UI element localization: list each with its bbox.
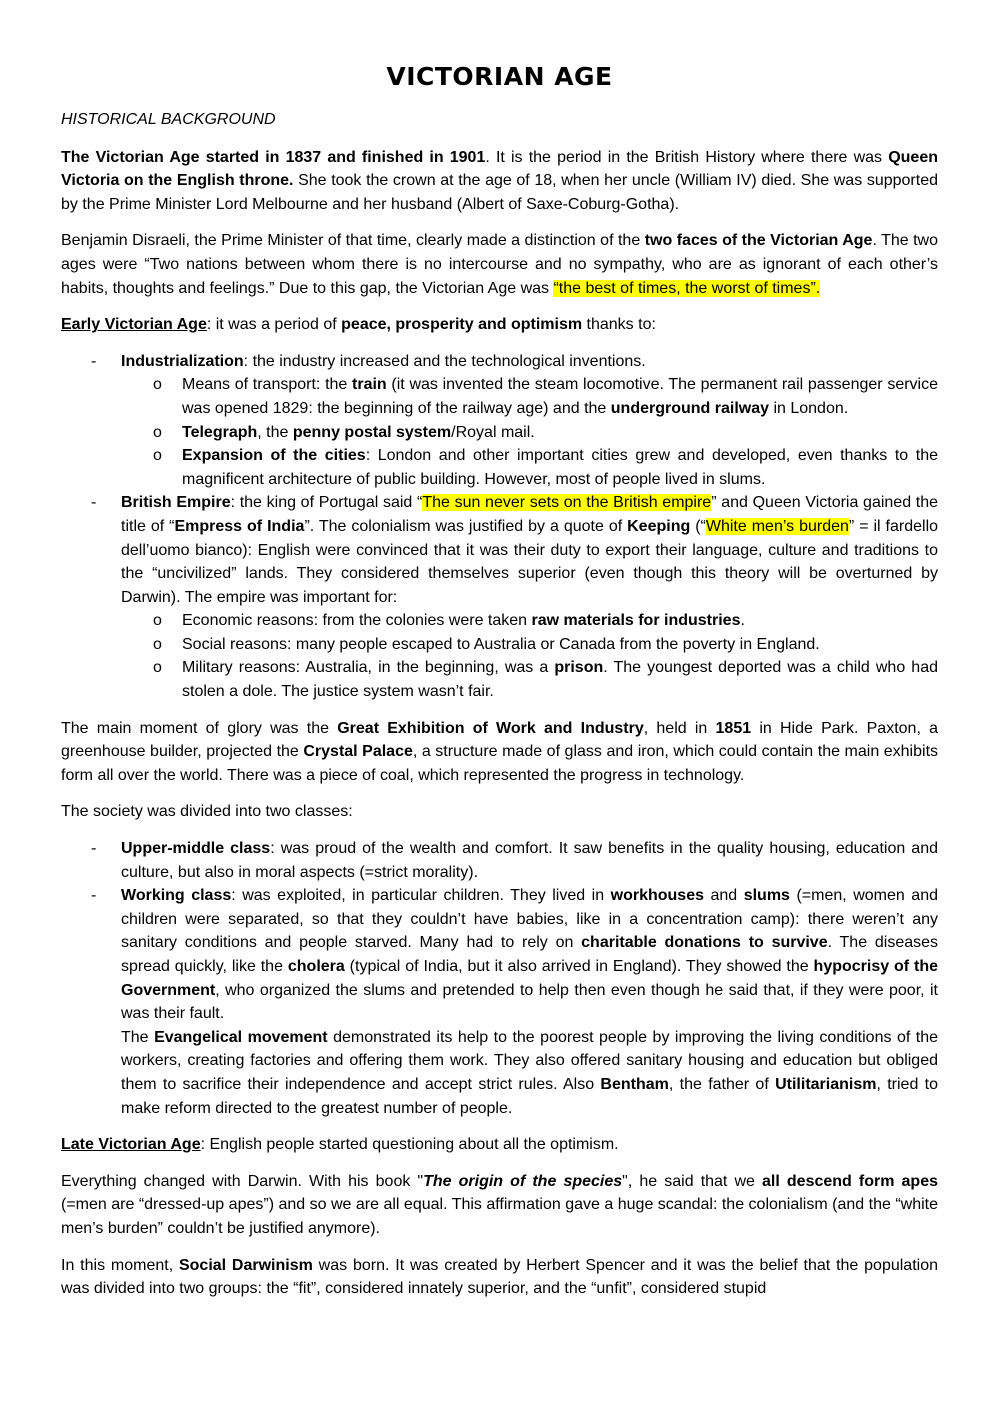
bold-text: train xyxy=(352,376,387,394)
text-run: Military reasons: Australia, in the beginning, was a xyxy=(182,659,555,677)
bold-text: Queen Victoria on the English throne. xyxy=(61,148,938,190)
bold-text: Industrialization xyxy=(121,352,244,370)
bold-text: Expansion of the cities xyxy=(182,447,366,465)
text-run: Everything changed with Darwin. With his book " xyxy=(61,1172,424,1190)
bold-text: Social Darwinism xyxy=(178,1256,313,1274)
sub-list-item-text xyxy=(182,421,938,445)
dash-bullet: - xyxy=(91,840,97,858)
early-victorian-list xyxy=(61,350,938,704)
bold-text: Crystal Palace xyxy=(303,743,413,761)
text-run: The society was divided into two classes: xyxy=(61,803,353,821)
text-run: She took the crown at the age of 18, when her uncle (William IV) died. She was supported by the Prime Minister Lord Melbourne and her husband (Albert of Saxe-Coburg-Gotha). xyxy=(61,172,938,213)
paragraph-late-victorian xyxy=(61,1133,938,1157)
paragraph-disraeli xyxy=(61,229,938,300)
list-item-text xyxy=(121,884,938,1026)
text-run: : London and other important cities grew and developed, even thanks to the magnificent architecture of public building. However, most of people lived in slums. xyxy=(182,447,939,488)
circle-bullet: o xyxy=(153,659,162,677)
text-run: in London. xyxy=(769,399,849,417)
bold-text: penny postal system xyxy=(292,423,452,441)
text-run: : the industry increased and the technological inventions. xyxy=(243,352,646,370)
text-run: Means of transport: the xyxy=(182,376,353,394)
dash-bullet: - xyxy=(91,887,97,905)
bold-text: Working class xyxy=(121,887,232,905)
bold-text: British Empire xyxy=(121,494,231,512)
text-run: ” and Queen Victoria gained the title of “ xyxy=(121,494,939,535)
text-run: , the xyxy=(257,423,293,441)
paragraph-great-exhibition xyxy=(61,717,938,788)
text-run: . It is the period in the British History where there was xyxy=(485,148,889,166)
text-run: (=men, women and children were separated, so that they couldn’t have babies, like in a concentration camp): there weren’t any sanitary conditions and people starved. Many had to rely on xyxy=(121,887,938,952)
bold-text: Upper-middle class xyxy=(121,840,271,858)
bold-text: Bentham xyxy=(600,1075,669,1093)
text-run: Economic reasons: from the colonies were taken xyxy=(182,612,532,630)
bold-text: raw materials for industries xyxy=(531,612,741,630)
sub-list-item-text xyxy=(182,633,938,657)
bold-text: The origin of the species xyxy=(423,1172,623,1190)
bold-text: two faces of the Victorian Age xyxy=(644,232,873,250)
text-run: , who organized the slums and pretended to help then even though he said that, if they were poor, it was their fault. xyxy=(121,981,938,1023)
paragraph-intro xyxy=(61,146,938,217)
text-run: . xyxy=(740,612,745,630)
text-run: ”. The colonialism was justified by a quote of xyxy=(304,517,628,535)
sub-list-item xyxy=(153,373,938,420)
text-run: : it was a period of xyxy=(206,316,342,334)
list-item xyxy=(91,350,939,492)
text-run: (typical of India, but it also arrived in England). They showed the xyxy=(344,958,814,975)
bold-text: underground railway xyxy=(610,399,770,417)
list-item-text xyxy=(121,491,938,609)
bold-text: Keeping xyxy=(627,517,691,535)
list-item xyxy=(91,884,939,1120)
social-classes-list xyxy=(61,837,938,1120)
paragraph-early-victorian xyxy=(61,313,938,337)
bold-text: charitable donations to survive xyxy=(581,934,828,952)
text-run: : the king of Portugal said “ xyxy=(230,494,423,512)
section-subtitle: HISTORICAL BACKGROUND xyxy=(61,111,276,128)
text-run: , the father of xyxy=(668,1075,776,1093)
sub-list-item xyxy=(153,633,938,657)
sub-list-item-text xyxy=(182,656,938,703)
paragraph-society xyxy=(61,800,938,824)
sub-list-item-text xyxy=(182,609,938,633)
list-item xyxy=(91,837,938,884)
list-item-continuation xyxy=(121,1026,938,1120)
circle-bullet: o xyxy=(153,423,162,441)
text-run: . The two ages were “Two nations between whom there is no intercourse and no sympathy, who are as ignorant of each other’s habits, thoughts and feelings.” Due to this gap, the Victorian Age was xyxy=(61,232,939,297)
text-run: The xyxy=(121,1028,155,1046)
bold-text: Telegraph xyxy=(182,423,258,441)
text-run: (=men are “dressed-up apes”) and so we are all equal. This affirmation gave a huge scandal: the colonialism (and the “white men’s burden” couldn’t be justified anymore). xyxy=(61,1196,938,1237)
list-item xyxy=(91,491,939,703)
bold-text: peace, prosperity and optimism xyxy=(341,316,583,334)
sub-list-item xyxy=(153,656,938,703)
text-run: (it was invented the steam locomotive. The permanent rail passenger service was opened 1829: the beginning of the railway age) and the xyxy=(182,376,938,417)
bold-text: 1851 xyxy=(715,719,752,737)
text-run: and xyxy=(703,887,744,905)
bold-text: prison xyxy=(554,659,604,677)
bold-text: all descend form apes xyxy=(762,1172,939,1190)
bold-text: Great Exhibition of Work and Industry xyxy=(337,719,644,737)
sub-list xyxy=(121,609,938,703)
bold-text: Utilitarianism xyxy=(775,1075,877,1093)
circle-bullet: o xyxy=(153,635,162,653)
sub-list-item xyxy=(153,444,939,491)
bold-text: workhouses xyxy=(610,887,704,905)
text-run: . The youngest deported was a child who had stolen a dole. The justice system wasn’t fair. xyxy=(182,659,938,701)
text-run: demonstrated its help to the poorest people by improving the living conditions of the workers, creating factories and offering them work. They also offered sanitary housing and education but obliged them to sacrifice their independence and accept strict rules. Also xyxy=(121,1028,939,1093)
section-heading: Late Victorian Age xyxy=(61,1136,201,1154)
sub-list-item xyxy=(153,421,938,445)
paragraph-darwin xyxy=(61,1170,938,1241)
text-run: , tried to make reform directed to the greatest number of people. xyxy=(121,1075,939,1117)
sub-list xyxy=(121,373,938,491)
paragraph-social-darwinism xyxy=(61,1254,938,1301)
text-run: : was proud of the wealth and comfort. It saw benefits in the quality housing, education and culture, but also in moral aspects (=strict morality). xyxy=(121,840,938,881)
dash-bullet: - xyxy=(91,352,97,370)
text-run: ", he said that we xyxy=(622,1172,763,1190)
circle-bullet: o xyxy=(153,447,162,465)
page-title: VICTORIAN AGE xyxy=(386,62,613,91)
sub-list-item xyxy=(153,609,938,633)
highlighted-text: The sun never sets on the British empire xyxy=(422,494,712,512)
list-item-text xyxy=(121,837,938,884)
bold-text: Evangelical movement xyxy=(154,1028,328,1046)
sub-list-item-text xyxy=(182,373,938,420)
text-run: /Royal mail. xyxy=(451,423,535,441)
circle-bullet: o xyxy=(153,612,162,630)
text-run: The main moment of glory was the xyxy=(61,719,338,737)
bold-text: The Victorian Age started in 1837 and finished in 1901 xyxy=(61,148,486,166)
text-run: thanks to: xyxy=(582,316,656,334)
bold-text: slums xyxy=(743,887,790,905)
text-run: (“ xyxy=(690,517,706,535)
text-run: Social reasons: many people escaped to Australia or Canada from the poverty in England. xyxy=(182,635,820,653)
text-run: : was exploited, in particular children. They lived in xyxy=(231,887,611,905)
highlighted-text: “the best of times, the worst of times”. xyxy=(553,279,821,297)
section-heading: Early Victorian Age xyxy=(61,316,207,334)
bold-text: cholera xyxy=(287,958,345,975)
text-run: . The diseases spread quickly, like the xyxy=(121,934,939,975)
highlighted-text: White men’s burden xyxy=(705,517,849,535)
bold-text: Empress of India xyxy=(174,517,305,535)
text-run: , held in xyxy=(643,719,716,737)
text-run: was born. It was created by Herbert Spencer and it was the belief that the population was divided into two groups: the “fit”, considered innately superior, and the “unfit”, considered stupid xyxy=(61,1256,938,1298)
text-run: in Hide Park. Paxton, a greenhouse builder, projected the xyxy=(61,719,938,761)
text-run: In this moment, xyxy=(61,1256,179,1274)
list-item-text xyxy=(121,350,938,374)
text-run: Benjamin Disraeli, the Prime Minister of that time, clearly made a distinction of the xyxy=(61,232,645,250)
dash-bullet: - xyxy=(91,494,97,512)
text-run: , a structure made of glass and iron, which could contain the main exhibits form all over the world. There was a piece of coal, which represented the progress in technology. xyxy=(61,743,939,784)
text-run: : English people started questioning about all the optimism. xyxy=(200,1136,619,1154)
text-run: ” = il fardello dell’uomo bianco): English were convinced that it was their duty to export their language, culture and traditions to the “uncivilized” lands. They considered themselves superior (even though this theory will be overturned by Darwin). The empire was important for: xyxy=(121,517,939,606)
bold-text: hypocrisy of the Government xyxy=(121,958,938,999)
sub-list-item-text xyxy=(182,444,938,491)
circle-bullet: o xyxy=(153,376,162,394)
